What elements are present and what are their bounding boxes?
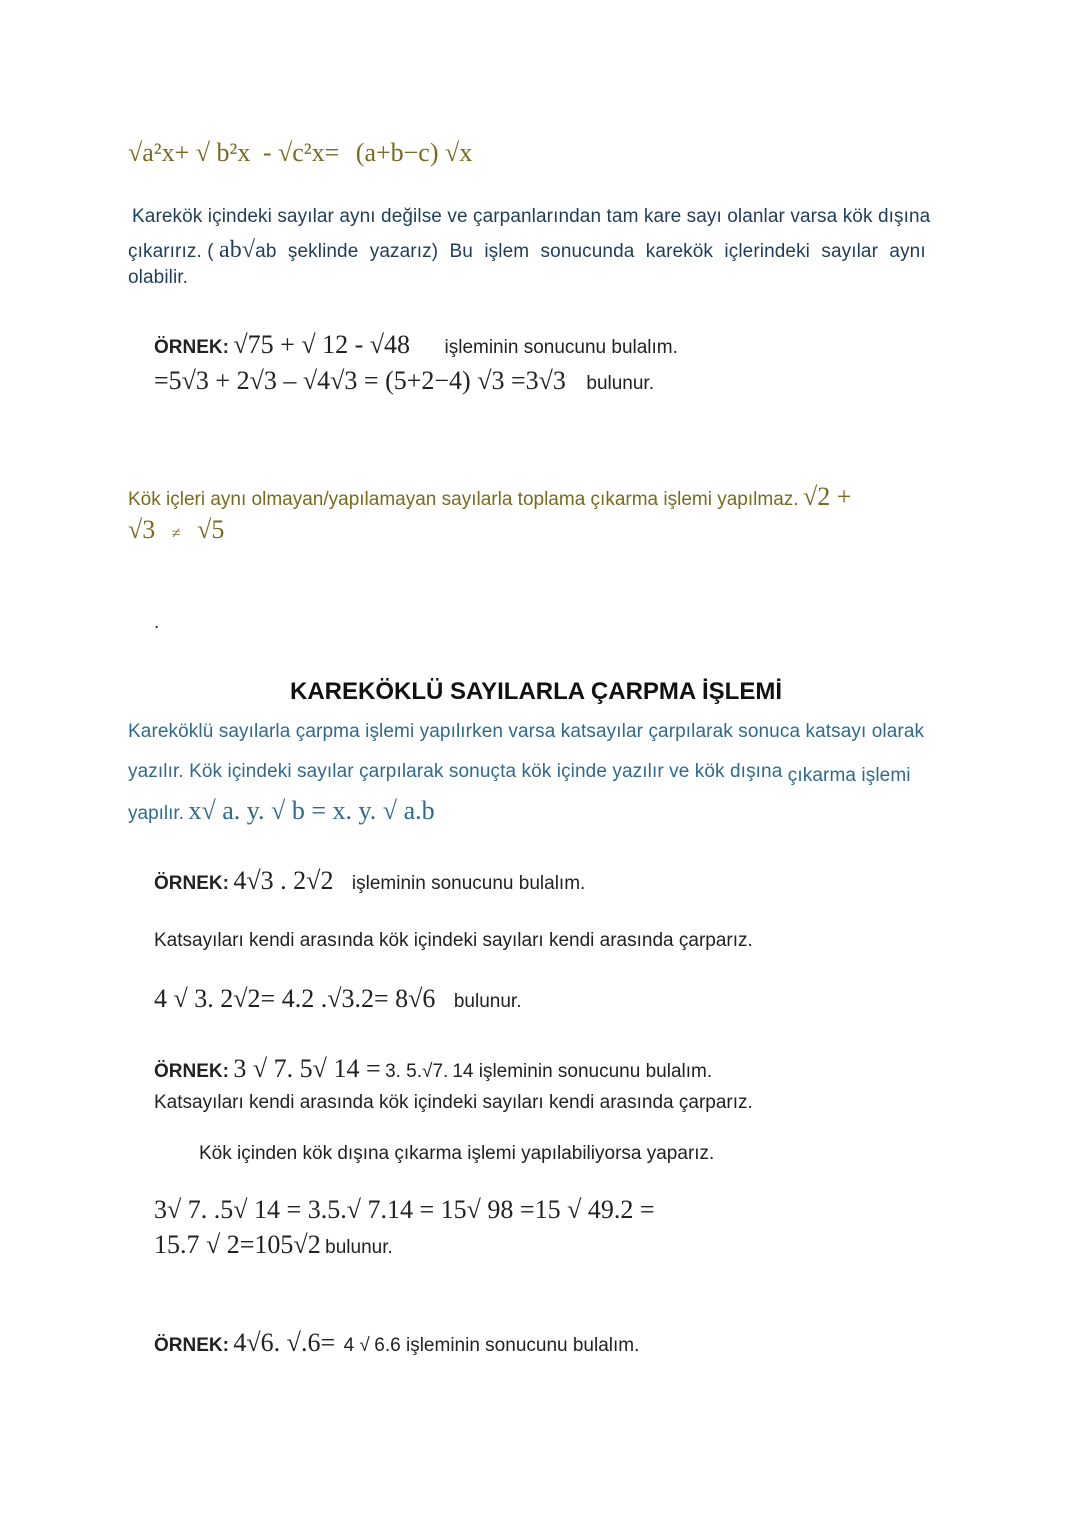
example1-result-text: bulunur.	[586, 373, 654, 394]
example3-hint: Kök içinden kök dışına çıkarma işlemi yapılabiliyorsa yaparız.	[199, 1143, 715, 1164]
intro-line2: çıkarırız. ( ab√ab şeklinde yazarız) Bu işlem sonucunda karekök içlerindeki sayılar aynı	[128, 237, 926, 263]
formula-top	[128, 138, 472, 168]
example3-explain: Katsayıları kendi arasında kök içindeki sayıları kendi arasında çarparız.	[154, 1092, 753, 1113]
section-formula: x√ a. y. √ b = x. y. √ a.b	[188, 796, 435, 825]
example4-line1	[154, 1328, 639, 1358]
intro-line2-math: ab√	[219, 237, 256, 263]
example2-text: işleminin sonucunu bulalım.	[351, 873, 586, 894]
stray-dot: .	[154, 612, 160, 633]
example3-calc1: 3√ 7. .5√ 14 = 3.5.√ 7.14 = 15√ 98 =15 √ 49.2 =	[154, 1195, 655, 1224]
example3-calc2-line	[154, 1230, 393, 1260]
example-label: ÖRNEK:	[154, 1061, 229, 1082]
example1-line2	[154, 366, 654, 396]
example4-text: 6.6 işleminin sonucunu bulalım.	[374, 1335, 640, 1356]
not-equal-sign: ≠	[171, 525, 181, 542]
note-line1	[128, 482, 851, 512]
example3-calc2: 15.7 √ 2=105√2	[154, 1230, 321, 1259]
example3-text: 14 işleminin sonucunu bulalım.	[452, 1061, 713, 1082]
example1-line1	[154, 330, 678, 360]
example2-result-line	[154, 984, 521, 1014]
section-line1: Kareköklü sayılarla çarpma işlemi yapılırken varsa katsayılar çarpılarak sonuca katsayı olarak	[128, 721, 925, 742]
formula-top-part2: - √c²x=	[262, 138, 340, 167]
formula-top-part1: √a²x+ √ b²x	[128, 138, 251, 167]
example2-result: 4 √ 3. 2√2= 4.2 .√3.2= 8√6	[154, 984, 436, 1013]
example1-text: işleminin sonucunu bulalım.	[444, 337, 678, 358]
intro-line1: Karekök içindeki sayılar aynı değilse ve çarpanlarından tam kare sayı olanlar varsa kök dışına	[132, 206, 931, 227]
example3-expr2: 3. 5.√7.	[385, 1061, 449, 1082]
example2-explain: Katsayıları kendi arasında kök içindeki sayıları kendi arasında çarparız.	[154, 930, 753, 951]
example-label: ÖRNEK:	[154, 873, 229, 894]
example1-expr: √75 + √ 12 - √48	[233, 330, 411, 359]
example3-calc2-text: bulunur.	[325, 1237, 393, 1258]
section-line2: yazılır. Kök içindeki sayılar çarpılarak sonuçta kök içinde yazılır ve kök dışına çıkarma işlemi	[128, 761, 911, 786]
example-label: ÖRNEK:	[154, 1335, 229, 1356]
note-line2: √3 ≠ √5	[128, 515, 225, 544]
example1-result: =5√3 + 2√3 – √4√3 = (5+2−4) √3 =3√3	[154, 366, 566, 395]
example4-expr: 4√6. √.6=	[233, 1328, 336, 1357]
intro-line3: olabilir.	[128, 267, 189, 288]
section-line3: yapılır. x√ a. y. √ b = x. y. √ a.b	[128, 796, 435, 825]
example3-expr: 3 √ 7. 5√ 14 =	[233, 1054, 381, 1083]
note-math1: √2 +	[803, 482, 852, 511]
example-label: ÖRNEK:	[154, 337, 229, 358]
example2-line1	[154, 866, 585, 896]
example4-expr2: 4 √	[343, 1335, 370, 1356]
example3-line1	[154, 1054, 712, 1084]
note-text: Kök içleri aynı olmayan/yapılamayan sayılarla toplama çıkarma işlemi yapılmaz.	[128, 489, 799, 510]
section-title: KAREKÖKLÜ SAYILARLA ÇARPMA İŞLEMİ	[290, 678, 783, 705]
example2-expr: 4√3 . 2√2	[233, 866, 334, 895]
example2-result-text: bulunur.	[453, 991, 522, 1012]
formula-top-part3: (a+b−c) √x	[355, 138, 473, 167]
